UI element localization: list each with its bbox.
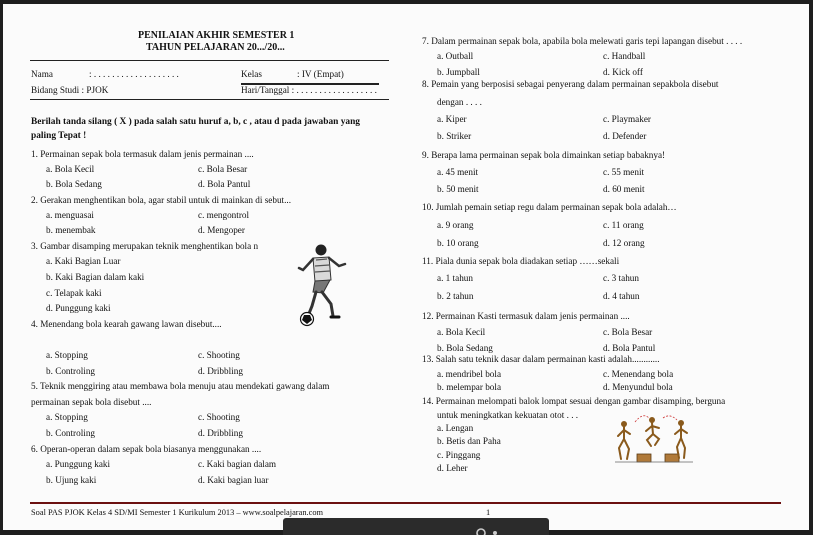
question-7: 7. Dalam permainan sepak bola, apabila bola melewati garis tepi lapangan disebut . . . . (422, 36, 743, 46)
kelas-value: : IV (Empat) (297, 69, 344, 79)
question-5: 5. Teknik menggiring atau membawa bola menuju atau mendekati gawang dalam (31, 381, 330, 391)
q10-option-d[interactable]: d. 12 orang (603, 238, 645, 248)
question-14-cont: untuk meningkatkan kekuatan otot . . . (437, 410, 579, 420)
header-rule-bottom (30, 99, 389, 100)
q12-option-c[interactable]: c. Bola Besar (603, 327, 653, 337)
q14-option-a[interactable]: a. Lengan (437, 423, 474, 433)
q7-option-c[interactable]: c. Handball (603, 51, 646, 61)
question-4: 4. Menendang bola kearah gawang lawan disebut.... (31, 319, 222, 329)
q11-option-b[interactable]: b. 2 tahun (437, 291, 474, 301)
q14-option-b[interactable]: b. Betis dan Paha (437, 436, 501, 446)
q4-option-c[interactable]: c. Shooting (198, 350, 240, 360)
q1-option-c[interactable]: c. Bola Besar (198, 164, 248, 174)
q2-option-b[interactable]: b. menembak (46, 225, 96, 235)
q13-option-d[interactable]: d. Menyundul bola (603, 382, 673, 392)
q1-option-d[interactable]: d. Bola Pantul (198, 179, 251, 189)
exam-year: TAHUN PELAJARAN 20.../20... (146, 42, 285, 53)
q5-option-d[interactable]: d. Dribbling (198, 428, 243, 438)
question-11: 11. Piala dunia sepak bola diadakan setiap ……sekali (422, 256, 620, 266)
bidang-studi: Bidang Studi : PJOK (31, 85, 109, 95)
question-8: 8. Pemain yang berposisi sebagai penyerang dalam permainan sepakbola disebut (422, 79, 719, 89)
q7-option-a[interactable]: a. Outball (437, 51, 474, 61)
question-2: 2. Gerakan menghentikan bola, agar stabil untuk di mainkan di sebut... (31, 195, 291, 205)
q2-option-a[interactable]: a. menguasai (46, 210, 94, 220)
page-number: 1 (486, 508, 491, 517)
q1-option-b[interactable]: b. Bola Sedang (46, 179, 102, 189)
question-10: 10. Jumlah pemain setiap regu dalam permainan sepak bola adalah… (422, 202, 677, 212)
q11-option-d[interactable]: d. 4 tahun (603, 291, 640, 301)
instruction-line-1: Berilah tanda silang ( X ) pada salah satu huruf a, b, c , atau d pada jawaban yang (31, 117, 360, 127)
q13-option-c[interactable]: c. Menendang bola (603, 369, 674, 379)
q14-option-d[interactable]: d. Leher (437, 463, 468, 473)
q6-option-a[interactable]: a. Punggung kaki (46, 459, 111, 469)
q7-option-d[interactable]: d. Kick off (603, 67, 643, 77)
q14-option-c[interactable]: c. Pinggang (437, 450, 481, 460)
q3-option-d[interactable]: d. Punggung kaki (46, 303, 111, 313)
q1-option-a[interactable]: a. Bola Kecil (46, 164, 95, 174)
q10-option-c[interactable]: c. 11 orang (603, 220, 644, 230)
q9-option-c[interactable]: c. 55 menit (603, 167, 645, 177)
q8-option-d[interactable]: d. Defender (603, 131, 647, 141)
exam-page (3, 4, 809, 530)
q6-option-c[interactable]: c. Kaki bagian dalam (198, 459, 277, 469)
q3-option-a[interactable]: a. Kaki Bagian Luar (46, 256, 121, 266)
question-14: 14. Permainan melompati balok lompat sesuai dengan gambar disamping, berguna (422, 396, 726, 406)
q12-option-d[interactable]: d. Bola Pantul (603, 343, 656, 353)
q10-option-a[interactable]: a. 9 orang (437, 220, 474, 230)
q4-option-b[interactable]: b. Controling (46, 366, 96, 376)
question-12: 12. Permainan Kasti termasuk dalam jenis permainan .... (422, 311, 630, 321)
q4-option-a[interactable]: a. Stopping (46, 350, 88, 360)
hari-tanggal-field[interactable]: Hari/Tanggal : . . . . . . . . . . . . . . . . . . (241, 85, 377, 95)
q11-option-a[interactable]: a. 1 tahun (437, 273, 473, 283)
q6-option-b[interactable]: b. Ujung kaki (46, 475, 97, 485)
q2-option-d[interactable]: d. Mengoper (198, 225, 245, 235)
q11-option-c[interactable]: c. 3 tahun (603, 273, 639, 283)
q5-option-c[interactable]: c. Shooting (198, 412, 240, 422)
question-13: 13. Salah satu teknik dasar dalam permainan kasti adalah............ (422, 354, 660, 364)
footer-rule (30, 502, 781, 504)
q8-option-b[interactable]: b. Striker (437, 131, 472, 141)
q12-option-a[interactable]: a. Bola Kecil (437, 327, 486, 337)
kelas-label: Kelas (241, 69, 262, 79)
exam-title: PENILAIAN AKHIR SEMESTER 1 (138, 30, 295, 41)
nama-field[interactable]: : . . . . . . . . . . . . . . . . . . . (89, 69, 179, 79)
q13-option-b[interactable]: b. melempar bola (437, 382, 502, 392)
q7-option-b[interactable]: b. Jumpball (437, 67, 480, 77)
q6-option-d[interactable]: d. Kaki bagian luar (198, 475, 269, 485)
q10-option-b[interactable]: b. 10 orang (437, 238, 479, 248)
question-8-cont: dengan . . . . (437, 97, 482, 107)
q2-option-c[interactable]: c. mengontrol (198, 210, 250, 220)
soccer-player-illustration (293, 240, 353, 328)
question-5-cont: permainan sepak bola disebut .... (31, 397, 152, 407)
viewer-toolbar[interactable] (283, 518, 549, 535)
nama-label: Nama (31, 69, 53, 79)
q4-option-d[interactable]: d. Dribbling (198, 366, 243, 376)
q5-option-a[interactable]: a. Stopping (46, 412, 88, 422)
q9-option-a[interactable]: a. 45 menit (437, 167, 479, 177)
question-3: 3. Gambar disamping merupakan teknik menghentikan bola n (31, 241, 259, 251)
viewer-toolbar-icon[interactable] (475, 525, 503, 535)
q3-option-c[interactable]: c. Telapak kaki (46, 288, 102, 298)
question-9: 9. Berapa lama permainan sepak bola dimainkan setiap babaknya! (422, 150, 666, 160)
instruction-line-2: paling Tepat ! (31, 131, 87, 141)
q12-option-b[interactable]: b. Bola Sedang (437, 343, 493, 353)
q13-option-a[interactable]: a. mendribel bola (437, 369, 502, 379)
header-rule-top (30, 60, 389, 61)
q9-option-b[interactable]: b. 50 menit (437, 184, 479, 194)
q8-option-a[interactable]: a. Kiper (437, 114, 467, 124)
q5-option-b[interactable]: b. Controling (46, 428, 96, 438)
question-1: 1. Permainan sepak bola termasuk dalam jenis permainan .... (31, 149, 254, 159)
q3-option-b[interactable]: b. Kaki Bagian dalam kaki (46, 272, 145, 282)
q9-option-d[interactable]: d. 60 menit (603, 184, 645, 194)
footer-text: Soal PAS PJOK Kelas 4 SD/MI Semester 1 Kurikulum 2013 – www.soalpelajaran.com (31, 508, 324, 517)
box-jump-illustration (615, 414, 695, 466)
q8-option-c[interactable]: c. Playmaker (603, 114, 651, 124)
question-6: 6. Operan-operan dalam sepak bola biasanya menggunakan .... (31, 444, 262, 454)
